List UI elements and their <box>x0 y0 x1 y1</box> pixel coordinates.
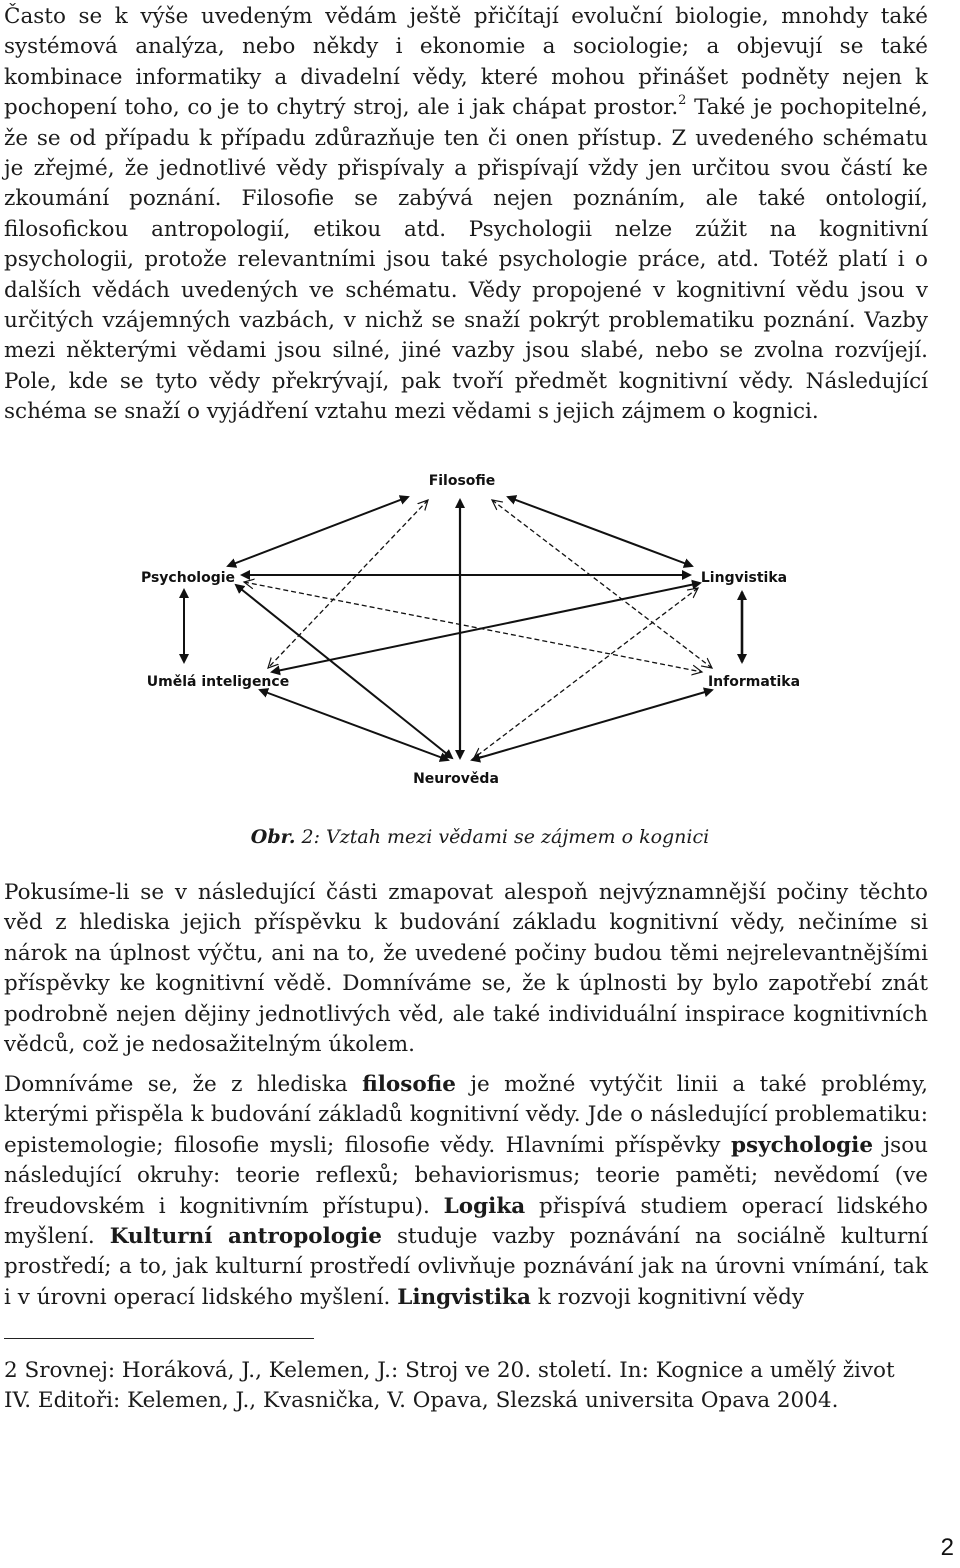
link-filosofie-psychologie <box>228 497 408 566</box>
caption-text: 2: Vztah mezi vědami se zájmem o kognici <box>295 826 710 848</box>
figure-caption <box>0 826 960 848</box>
footnote-text: Srovnej: Horáková, J., Kelemen, J.: Stroj ve 20. století. In: Kognice a umělý život IV. Editoři: Kelemen, J., Kvasnička, V. Opava, Slezská universita Opava 2004. <box>4 1358 895 1414</box>
paragraph-intro-text-a: Často se k výše uvedeným vědám ještě přičítají evoluční biologie, mnohdy také systémová analýza, nebo někdy i ekonomie a sociologie; a objevují se také kombinace informatiky a divadelní vědy, které mohou přinášet podněty nejen k pochopení toho, co je to chytrý stroj, ale i jak chápat prostor. <box>4 4 928 121</box>
footnote-number: 2 <box>4 1358 18 1383</box>
link-psychologie-informatika <box>244 582 702 672</box>
link-psychologie-neuroveda <box>236 585 452 758</box>
footnote <box>4 1356 928 1417</box>
p3-text-6: k rozvoji kognitivní vědy <box>530 1284 805 1310</box>
term-lingvistika: Lingvistika <box>397 1284 531 1310</box>
node-psychologie: Psychologie <box>140 570 236 586</box>
paragraph-mapping: Pokusíme-li se v následující části zmapovat alespoň nejvýznamnější počiny těchto věd z hlediska jejich příspěvku k budování základu kognitivní vědy, nečiníme si nárok na úplnost výčtu, ani na to, že uvedené počiny budou těmi nejrelevantnějšími příspěvky ke kognitivní vědě. Domníváme se, že k úplnosti by bylo zapotřebí znát podrobně nejen dějiny jednotlivých věd, ale také individuální inspirace kognitivních vědců, což je nedosažitelným úkolem. <box>4 880 928 1058</box>
link-filosofie-umela-inteligence <box>268 500 428 668</box>
p3-text-1: Domníváme se, že z hlediska <box>4 1072 363 1097</box>
link-lingvistika-neuroveda <box>474 588 698 758</box>
p3-text-5: studuje vazby poznávání na sociálně kulturní prostředí; a to, jak kulturní prostředí ovlivňuje poznávání jak na úrovni vnímání, tak i v úrovni operací lidského myšlení. <box>4 1224 928 1310</box>
node-filosofie: Filosofie <box>428 473 496 489</box>
link-informatika-neuroveda <box>472 690 712 760</box>
footnote-reference[interactable]: 2 <box>678 93 687 109</box>
link-filosofie-informatika <box>492 500 712 668</box>
paragraph-intro <box>4 2 928 428</box>
term-psychologie: psychologie <box>730 1132 874 1158</box>
p3-text-4: přispívá studiem operací lidského myšlení. <box>4 1193 928 1250</box>
paragraph-intro-text-b: Také je pochopitelné, že se od případu k případu zdůrazňuje ten či onen přístup. Z uvedeného schématu je zřejmé, že jednotlivé vědy přispívaly a přispívají vždy jen určitou svou částí ke zkoumání poznání. Filosofie se zabývá nejen poznáním, ale také ontologií, filosofickou antropologií, etikou atd. Psychologii nelze zúžit na kognitivní psychologii, protože relevantními jsou také psychologie práce, atd. Totéž platí i o dalších vědách uvedených ve schématu. Vědy propojené v kognitivní vědu jsou v určitých vzájemných vazbách, v nichž se snaží pokrýt problematiku poznání. Vazby mezi některými vědami jsou silné, jiné vazby jsou slabé, nebo se zvolna rozvíjejí. Pole, kde se tyto vědy překrývají, pak tvoří předmět kognitivní vědy. Následující schéma se snaží o vyjádření vztahu mezi vědami s jejich zájmem o kognici. <box>4 95 928 425</box>
link-umela-inteligence-lingvistika <box>272 583 700 672</box>
paragraph-contributions <box>4 1070 928 1313</box>
term-filosofie: filosofie <box>362 1072 456 1097</box>
term-logika: Logika <box>443 1193 526 1219</box>
footnote-separator <box>4 1338 314 1339</box>
node-neuroveda: Neurověda <box>413 771 499 787</box>
page-number: 2 <box>940 1534 954 1561</box>
p3-text-3: jsou následující okruhy: teorie reflexů; behaviorismus; teorie paměti; nevědomí (ve freudovském i kognitivním přístupu). <box>4 1132 929 1219</box>
science-relationship-diagram <box>0 440 960 800</box>
node-umela-inteligence: Umělá inteligence <box>146 674 290 690</box>
node-informatika: Informatika <box>707 674 801 690</box>
caption-label: Obr. <box>250 826 296 848</box>
term-kulturni-antropologie: Kulturní antropologie <box>109 1224 382 1250</box>
p3-text-2: je možné vytýčit linii a také problémy, kterými přispěla k budování základů kognitivní vědy. Jde o následující problematiku: epistemologie; filosofie mysli; filosofie vědy. Hlavními příspěvky <box>4 1072 928 1158</box>
node-lingvistika: Lingvistika <box>700 570 788 586</box>
link-filosofie-lingvistika <box>508 497 692 566</box>
link-umela-inteligence-neuroveda <box>260 690 448 760</box>
